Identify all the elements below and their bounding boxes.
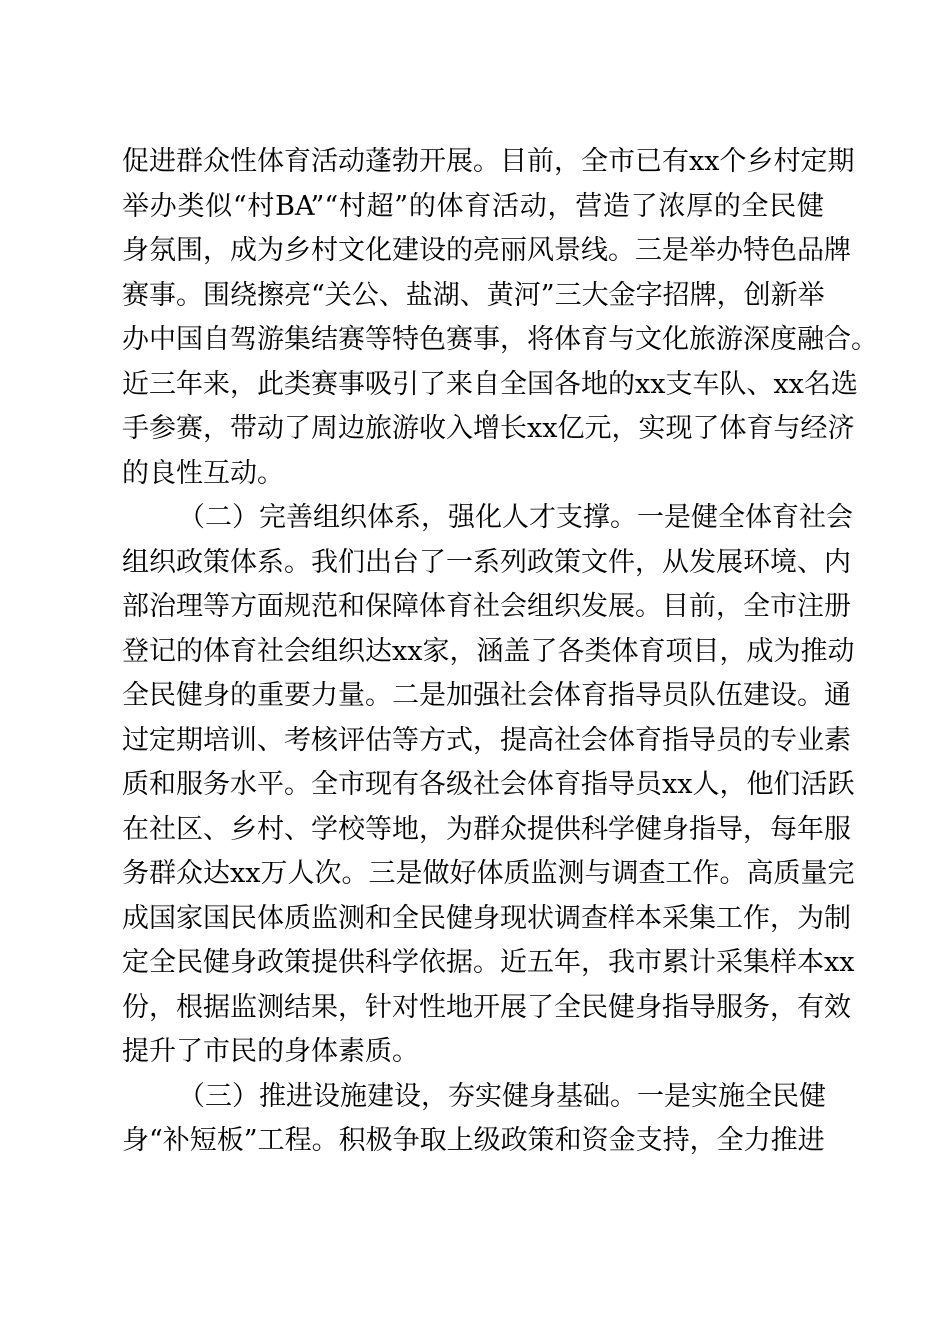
section-heading-line: （三）推进设施建设，夯实健身基础。一是实施全民健: [178, 1080, 826, 1112]
text-line: 赛事。围绕擦亮“关公、盐湖、黄河”三大金字招牌，创新举: [122, 279, 825, 311]
text-line: 登记的体育社会组织达xx家，涵盖了各类体育项目，成为推动: [122, 635, 855, 667]
text-line: 办中国自驾游集结赛等特色赛事，将体育与文化旅游深度融合。: [122, 324, 878, 355]
text-line: 身氛围，成为乡村文化建设的亮丽风景线。三是举办特色品牌: [122, 235, 851, 266]
text-line: 全民健身的重要力量。二是加强社会体育指导员队伍建设。通: [122, 680, 851, 711]
text-line: 近三年来，此类赛事吸引了来自全国各地的xx支车队、xx名选: [122, 368, 858, 400]
text-line: 身“补短板”工程。积极争取上级政策和资金支持，全力推进: [122, 1125, 825, 1156]
text-line: 手参赛，带动了周边旅游收入增长xx亿元，实现了体育与经济: [122, 413, 855, 444]
paragraph-3: [122, 1075, 824, 1164]
paragraph-2: [122, 496, 855, 1075]
text-line: 提升了市民的身体素质。: [122, 1036, 419, 1067]
text-line: 促进群众性体育活动蓬勃开展。目前，全市已有xx个乡村定期: [122, 146, 855, 177]
text-line: 务群众达xx万人次。三是做好体质监测与调查工作。高质量完: [122, 858, 855, 889]
paragraph-1: [122, 140, 878, 496]
text-line: 部治理等方面规范和保障体育社会组织发展。目前，全市注册: [122, 591, 851, 622]
text-line: 过定期培训、考核评估等方式，提高社会体育指导员的专业素: [122, 724, 851, 756]
text-line: 举办类似“村BA”“村超”的体育活动，营造了浓厚的全民健: [122, 190, 824, 222]
text-line: 在社区、乡村、学校等地，为群众提供科学健身指导，每年服: [122, 813, 851, 845]
text-line: 份，根据监测结果，针对性地开展了全民健身指导服务，有效: [122, 991, 851, 1023]
document-page: [122, 140, 878, 1164]
text-line: 定全民健身政策提供科学依据。近五年，我市累计采集样本xx: [122, 947, 855, 978]
section-heading-line: （二）完善组织体系，强化人才支撑。一是健全体育社会: [178, 502, 853, 533]
text-line: 组织政策体系。我们出台了一系列政策文件，从发展环境、内: [122, 546, 851, 578]
text-line: 质和服务水平。全市现有各级社会体育指导员xx人，他们活跃: [122, 769, 855, 800]
text-line: 的良性互动。: [122, 457, 284, 489]
text-line: 成国家国民体质监测和全民健身现状调查样本采集工作，为制: [122, 902, 851, 934]
